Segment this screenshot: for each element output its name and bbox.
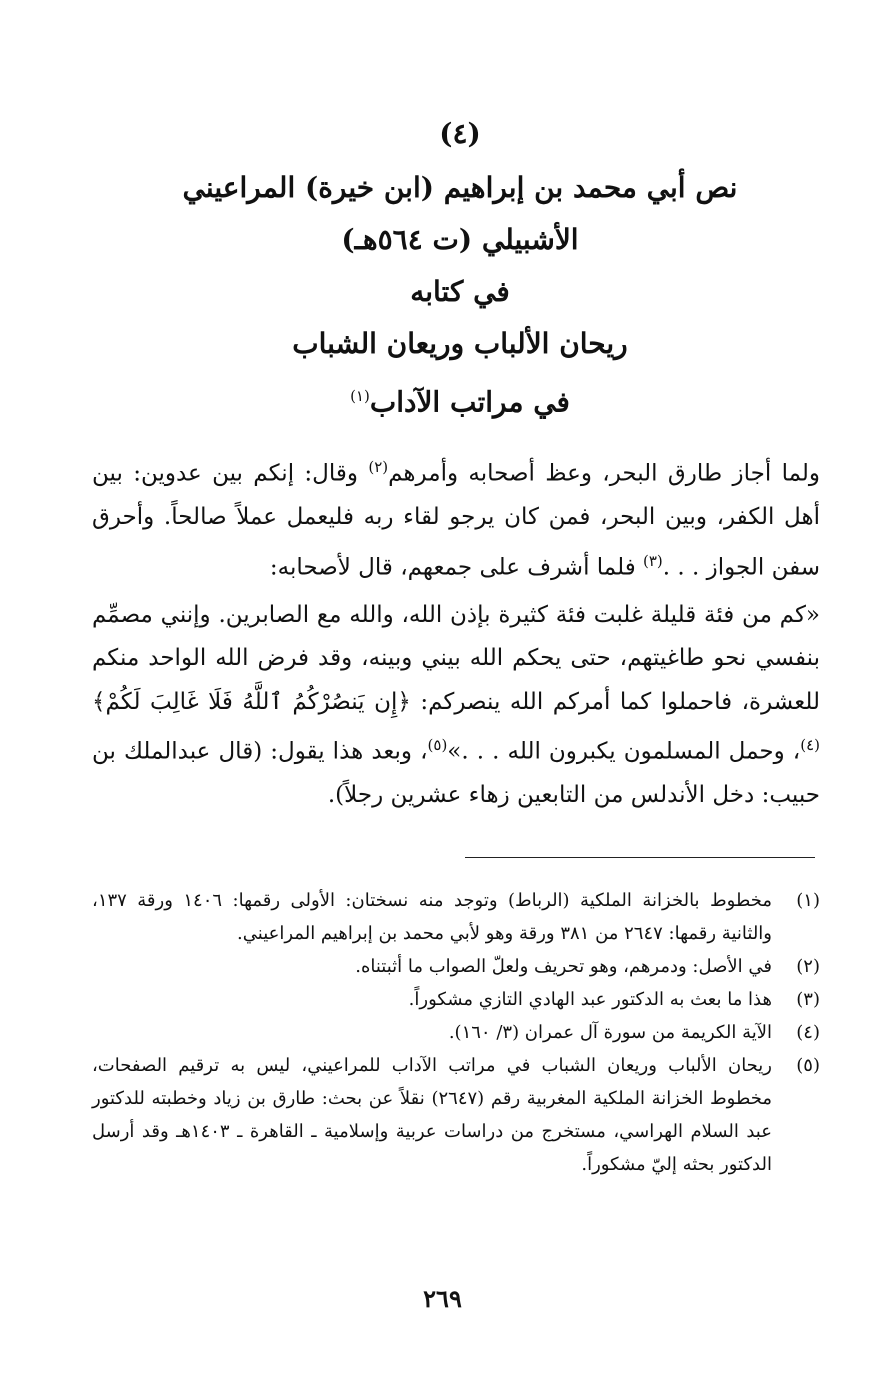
paragraph-1-part-b: وقال: إنكم بين عدوين: بين أهل الكفر، وبين البحر، فمن كان يرجو لقاء ربه فليعمل عملاً صالحاً. وأحرق سفن الجواز . . . [92,460,820,581]
title-line-5 [100,370,820,428]
footnote-1 [92,884,820,950]
footnote-text: ريحان الألباب وريعان الشباب في مراتب الآداب للمراعيني، ليس به ترقيم الصفحات، مخطوط الخزانة الملكية المغربية رقم (٢٦٤٧) نقلاً عن بحث: طارق بن زياد وخطبته للدكتور عبد السلام الهراسي، مستخرج من دراسات عربية وإسلامية ـ القاهرة ـ ١٤٠٣هـ وقد أرسل الدكتور بحثه إليّ مشكوراً. [92,1055,772,1175]
footnote-4 [92,1016,820,1049]
footnote-ref-5[interactable]: (٥) [427,736,448,755]
footnote-divider [465,857,815,858]
title-line-1: نص أبي محمد بن إبراهيم (ابن خيرة) المراعيني [182,171,738,204]
footnote-ref-4[interactable]: (٤) [800,736,820,755]
footnote-number: (١) [796,890,820,911]
main-text [92,446,820,818]
paragraph-2-part-a: «كم من فئة قليلة غلبت فئة كثيرة بإذن الله، والله مع الصابرين. وإنني مصمِّم بنفسي نحو طاغيتهم، حتى يحكم الله بيني وبينه، وقد فرض الله الواحد منكم للعشرة، فاحملوا كما أمركم الله ينصركم: ﴿إِن يَنصُرْكُمُ ٱللَّهُ فَلَا غَالِبَ لَكُمْ﴾ [92,601,820,715]
footnote-text: هذا ما بعث به الدكتور عبد الهادي التازي مشكوراً. [408,989,772,1010]
footnote-text: في الأصل: ودمرهم، وهو تحريف ولعلّ الصواب ما أثبتناه. [355,956,772,977]
footnote-number: (٤) [796,1022,820,1043]
footnote-5 [92,1049,820,1181]
footnote-text: مخطوط بالخزانة الملكية (الرباط) وتوجد منه نسختان: الأولى رقمها: ١٤٠٦ ورقة ١٣٧، والثانية رقمها: ٢٦٤٧ من ٣٨١ ورقة وهو لأبي محمد بن إبراهيم المراعيني. [92,890,772,944]
title-line-2: الأشبيلي (ت ٥٦٤هـ) [341,223,579,256]
footnote-text: الآية الكريمة من سورة آل عمران (٣/ ١٦٠). [448,1022,772,1043]
paragraph-1 [92,446,820,590]
footnote-ref-2[interactable]: (٢) [368,458,389,476]
footnote-2 [92,950,820,983]
footnote-number: (٥) [796,1055,820,1076]
paragraph-1-part-a: ولما أجاز طارق البحر، وعظ أصحابه وأمرهم [388,460,820,487]
title-line-3: في كتابه [410,275,510,308]
footnote-ref-3[interactable]: (٣) [643,551,663,570]
title-line-4: ريحان الألباب وريعان الشباب [292,327,628,360]
paragraph-2-part-b: ، وحمل المسلمون يكبرون الله . . .» [447,738,801,765]
section-number: (٤) [439,117,481,150]
footnotes [92,884,820,1181]
paragraph-1-part-c: فلما أشرف على جمعهم، قال لأصحابه: [269,554,643,581]
footnote-number: (٣) [796,989,820,1010]
paragraph-2 [92,594,820,818]
title-line-5-text: في مراتب الآداب [369,385,570,419]
footnote-3 [92,983,820,1016]
page-number: ٢٦٩ [423,1284,462,1313]
chapter-heading [100,112,820,428]
footnote-ref-1[interactable]: (١) [350,387,370,405]
footnote-number: (٢) [796,956,820,977]
paragraph-2-part-c: ، وبعد هذا يقول: (قال عبدالملك بن حبيب: دخل الأندلس من التابعين زهاء عشرين رجلاً). [92,738,820,809]
